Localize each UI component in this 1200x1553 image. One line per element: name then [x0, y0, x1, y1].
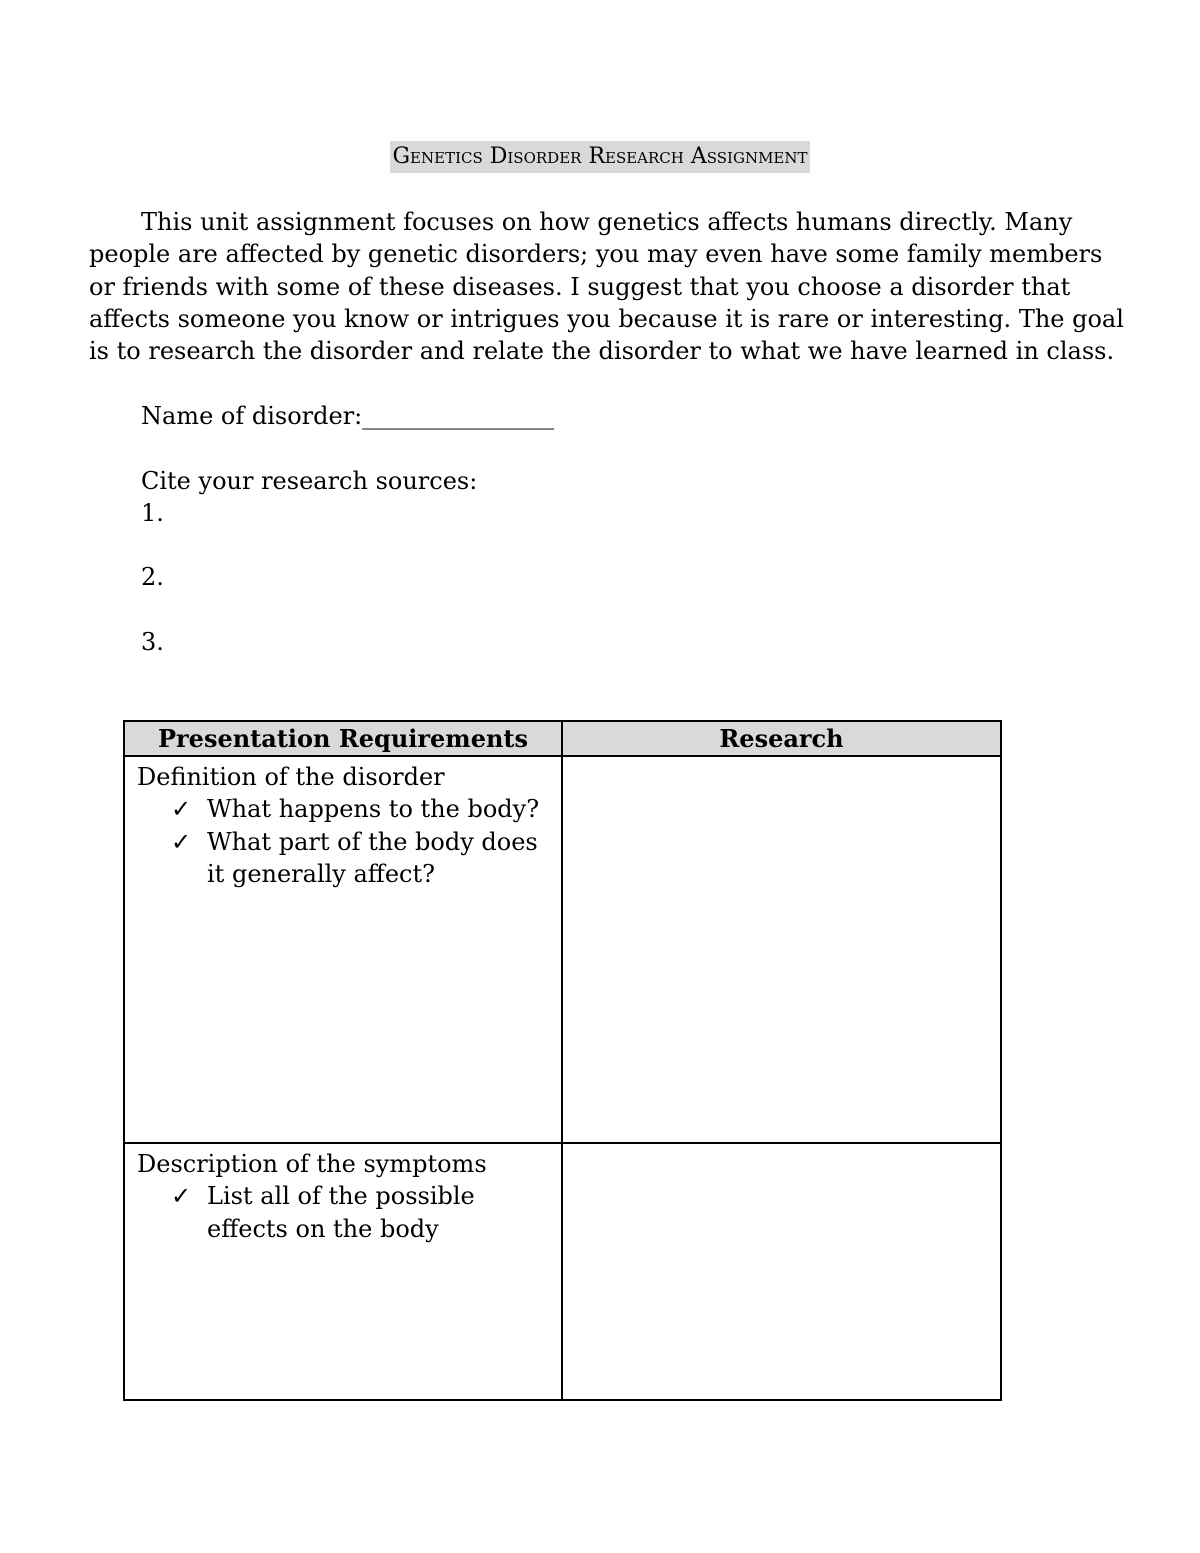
header-presentation-requirements: Presentation Requirements	[124, 721, 562, 756]
document-title: Genetics Disorder Research Assignment	[390, 141, 809, 173]
checkmark-icon: ✓	[171, 795, 192, 824]
requirement-heading: Description of the symptoms	[137, 1150, 487, 1178]
requirements-table	[123, 720, 1002, 1401]
source-item-2: 2.	[141, 563, 164, 591]
header-research: Research	[562, 721, 1001, 756]
intro-paragraph: This unit assignment focuses on how genetics affects humans directly. Many people are affected by genetic disorders; you may even have some family members or friends with some of these diseases. I suggest that you choose a disorder that affects someone you know or intrigues you because it is rare or interesting. The goal is to research the disorder and relate the disorder to what we have learned in class.	[89, 208, 1124, 366]
requirement-bullets	[137, 1180, 549, 1245]
requirement-bullets	[137, 793, 549, 890]
bullet-text: List all of the possible effects on the body	[207, 1182, 475, 1243]
requirement-cell	[124, 1143, 562, 1400]
research-text[interactable]	[563, 757, 1000, 761]
table-row	[124, 756, 1001, 1143]
title-wrap	[0, 141, 1200, 173]
source-item-3: 3.	[141, 628, 164, 656]
table-header-row	[124, 721, 1001, 756]
table-row	[124, 1143, 1001, 1400]
cite-sources-prompt: Cite your research sources:	[141, 467, 478, 495]
list-item	[137, 793, 549, 825]
source-item-1: 1.	[141, 499, 164, 527]
research-text[interactable]	[563, 1144, 1000, 1148]
list-item	[137, 826, 549, 891]
bullet-text: What happens to the body?	[207, 795, 540, 824]
checkmark-icon: ✓	[171, 1182, 192, 1211]
disorder-name-prompt: Name of disorder:________________	[141, 402, 555, 430]
research-cell[interactable]	[562, 1143, 1001, 1400]
requirement-cell	[124, 756, 562, 1143]
requirement-heading: Definition of the disorder	[137, 763, 445, 791]
research-cell[interactable]	[562, 756, 1001, 1143]
checkmark-icon: ✓	[171, 827, 192, 856]
bullet-text: What part of the body does it generally affect?	[207, 827, 538, 888]
list-item	[137, 1180, 549, 1245]
